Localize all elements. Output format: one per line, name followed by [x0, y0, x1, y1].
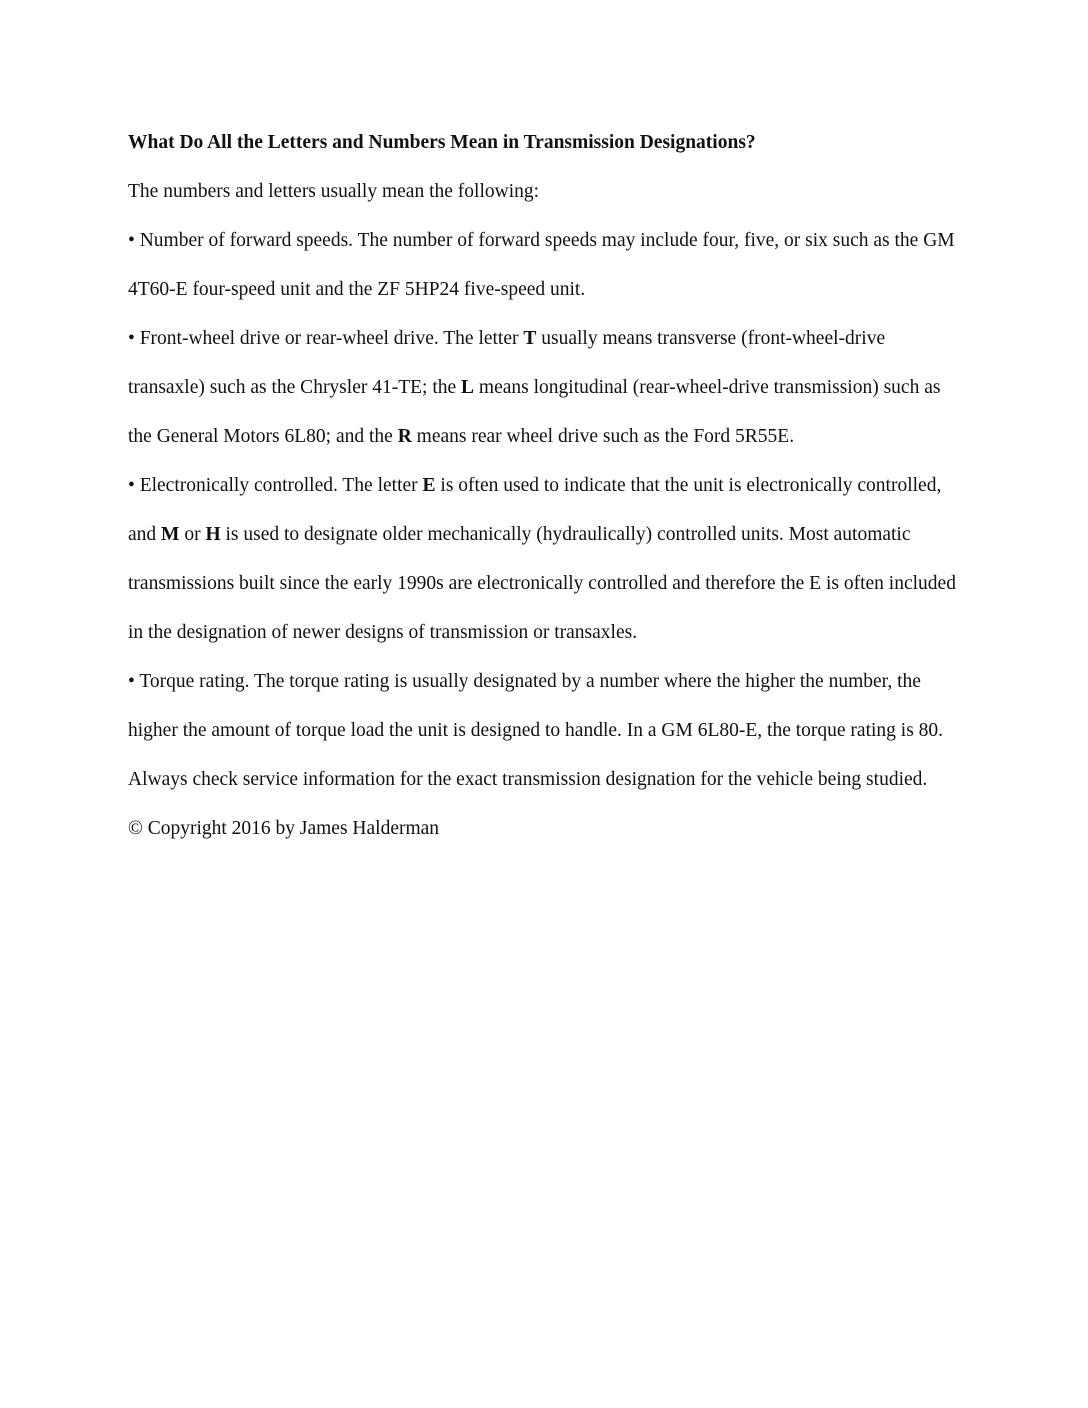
- bullet-drive-type-text-4: means rear wheel drive such as the Ford 5R55E.: [411, 426, 795, 447]
- letter-h: H: [205, 524, 221, 545]
- bullet-electronic-text-3: or: [179, 524, 206, 545]
- letter-e: E: [422, 475, 436, 496]
- copyright-notice: © Copyright 2016 by James Halderman: [128, 818, 440, 839]
- bullet-torque-rating: • Torque rating. The torque rating is usually designated by a number where the higher the number, the higher the amount of torque load the unit is designed to handle. In a GM 6L80-E, the torque rating is 80.: [128, 671, 944, 741]
- document-title: What Do All the Letters and Numbers Mean in Transmission Designations?: [128, 132, 756, 153]
- letter-r: R: [397, 426, 412, 447]
- closing-paragraph: Always check service information for the exact transmission designation for the vehicle being studied.: [128, 769, 928, 790]
- letter-m: M: [161, 524, 180, 545]
- bullet-drive-type: [128, 314, 962, 461]
- bullet-forward-speeds: • Number of forward speeds. The number of forward speeds may include four, five, or six such as the GM 4T60-E four-speed unit and the ZF 5HP24 five-speed unit.: [128, 230, 955, 300]
- bullet-drive-type-text-1: • Front-wheel drive or rear-wheel drive. The letter: [128, 328, 524, 349]
- bullet-electronic-text-2: is often used to indicate that the unit is electronically controlled, and: [128, 475, 942, 545]
- letter-l: L: [461, 377, 475, 398]
- bullet-drive-type-text-2: usually means transverse (front-wheel-drive transaxle) such as the Chrysler 41-TE; the: [128, 328, 886, 398]
- letter-t: T: [523, 328, 537, 349]
- document-page: [128, 118, 962, 853]
- bullet-electronic-text-1: • Electronically controlled. The letter: [128, 475, 423, 496]
- bullet-electronic-control: [128, 461, 962, 657]
- bullet-electronic-text-4: is used to designate older mechanically (hydraulically) controlled units. Most automatic transmissions built since the early 1990s are electronically controlled and therefore the E is often included in the designation of newer designs of transmission or transaxles.: [128, 524, 956, 643]
- intro-paragraph: The numbers and letters usually mean the following:: [128, 181, 540, 202]
- bullet-drive-type-text-3: means longitudinal (rear-wheel-drive transmission) such as the General Motors 6L80; and the: [128, 377, 941, 447]
